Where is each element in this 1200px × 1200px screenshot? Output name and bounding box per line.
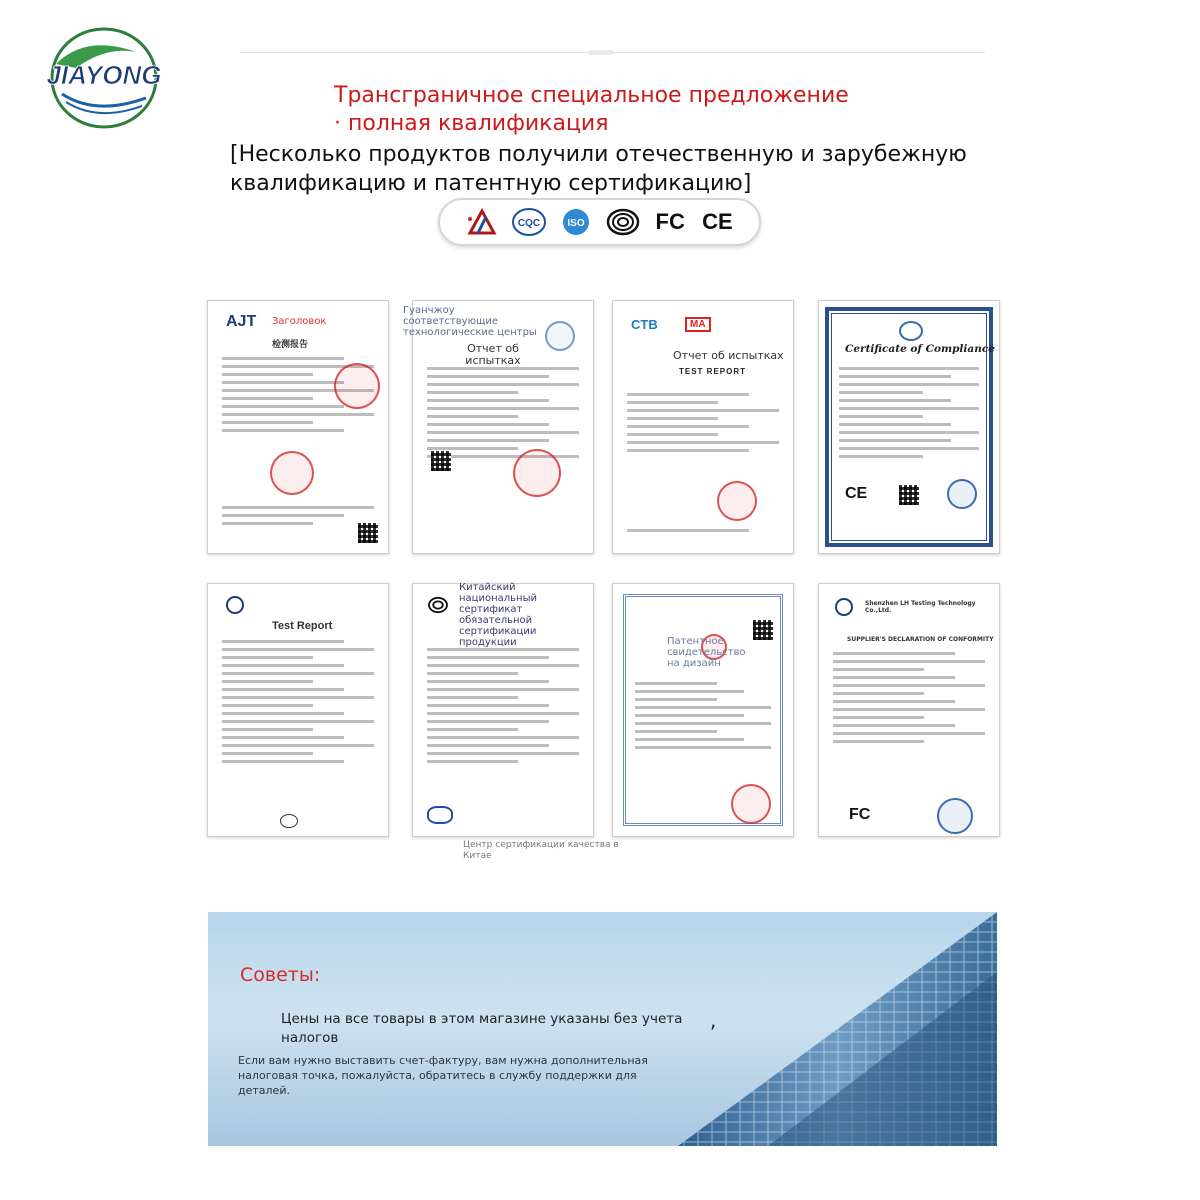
- doc-title: Certificate of Compliance: [845, 343, 995, 355]
- company-emblem-icon: [835, 598, 853, 616]
- doc-overlay-label: Заголовок: [272, 316, 327, 327]
- brand-logo: [26, 24, 182, 132]
- logo-text: JIAYONG: [46, 60, 162, 90]
- doc-overlay-label: Китайский национальный сертификат обязательной сертификации продукции: [459, 582, 537, 648]
- svg-text:CQC: CQC: [517, 218, 540, 229]
- ce-icon: CE: [702, 209, 733, 234]
- doc-overlay-label: Патентное свидетельство на дизайн: [667, 636, 746, 669]
- test-report-document: [207, 583, 389, 837]
- qr-code-icon: [358, 523, 378, 543]
- svg-text:ISO: ISO: [567, 218, 585, 229]
- blue-seal-icon: [937, 798, 973, 834]
- tips-title: Советы:: [240, 964, 321, 986]
- doc-title: Отчет об испытках: [465, 342, 521, 367]
- tips-invoice-note: Если вам нужно выставить счет-фактуру, вам нужна дополнительная налоговая точка, пожалуйста, обратитесь в службу поддержки для деталей.: [238, 1054, 648, 1097]
- doc-title: 检测报告: [272, 340, 309, 350]
- iso-icon: [558, 207, 594, 237]
- doc-footer-label: Центр сертификации качества в Китае: [463, 840, 619, 861]
- certificate-document-ajt: [207, 300, 389, 554]
- ma-mark-icon: MA: [685, 317, 711, 332]
- tips-tax-note: Цены на все товары в этом магазине указаны без учета налогов: [281, 1011, 683, 1046]
- design-patent-document: [612, 583, 794, 837]
- ce-mark-icon: CE: [845, 485, 868, 502]
- signature-mark-icon: [280, 814, 298, 828]
- doc-overlay-label: Гуанчжоу соответствующие технологические центры: [403, 305, 537, 338]
- tips-comma: ,: [710, 1008, 717, 1032]
- tips-banner: [208, 912, 997, 1146]
- doc-brand: CTB: [631, 317, 658, 332]
- cert-emblem-icon: [899, 321, 923, 341]
- supplier-declaration-document: [818, 583, 1000, 837]
- ccc-icon: [605, 207, 641, 237]
- certificate-document-guangzhou: [403, 300, 594, 554]
- doc-title: SUPPLIER'S DECLARATION OF CONFORMITY: [847, 636, 994, 643]
- ccc-mark-icon: [427, 596, 449, 614]
- cqc-icon: [511, 207, 547, 237]
- top-divider-notch: [588, 50, 614, 55]
- fc-mark-icon: FC: [849, 806, 871, 823]
- cqc-mark-icon: [427, 806, 453, 824]
- patent-logo-icon: [464, 207, 500, 237]
- ccc-certificate-document: [412, 582, 619, 861]
- headline-line2: · полная квалификация: [334, 111, 609, 136]
- qr-code-icon: [899, 485, 919, 505]
- fc-icon: FC: [655, 209, 685, 234]
- blue-seal-icon: [947, 479, 977, 509]
- certification-strip: [438, 198, 761, 246]
- doc-subtitle: TEST REPORT: [679, 367, 747, 376]
- doc-title: Test Report: [272, 620, 333, 632]
- doc-title: Отчет об испытках: [673, 349, 784, 362]
- certificate-document-ctb: [612, 300, 794, 554]
- red-seal-icon: [270, 451, 314, 495]
- subheadline: [Несколько продуктов получили отечественную и зарубежную квалификацию и патентную сертификацию]: [230, 142, 967, 196]
- qr-code-icon: [431, 451, 451, 471]
- red-seal-icon: [717, 481, 757, 521]
- company-emblem-icon: [226, 596, 244, 614]
- red-seal-icon: [731, 784, 771, 824]
- doc-brand: AJT: [226, 313, 257, 330]
- red-seal-icon: [334, 363, 380, 409]
- red-seal-icon: [513, 449, 561, 497]
- blue-seal-icon: [545, 321, 575, 351]
- headline-line1: Трансграничное специальное предложение: [334, 83, 849, 108]
- doc-header: Shenzhen LH Testing Technology Co.,Ltd.: [865, 600, 976, 614]
- certificate-of-compliance-document: [818, 300, 1000, 554]
